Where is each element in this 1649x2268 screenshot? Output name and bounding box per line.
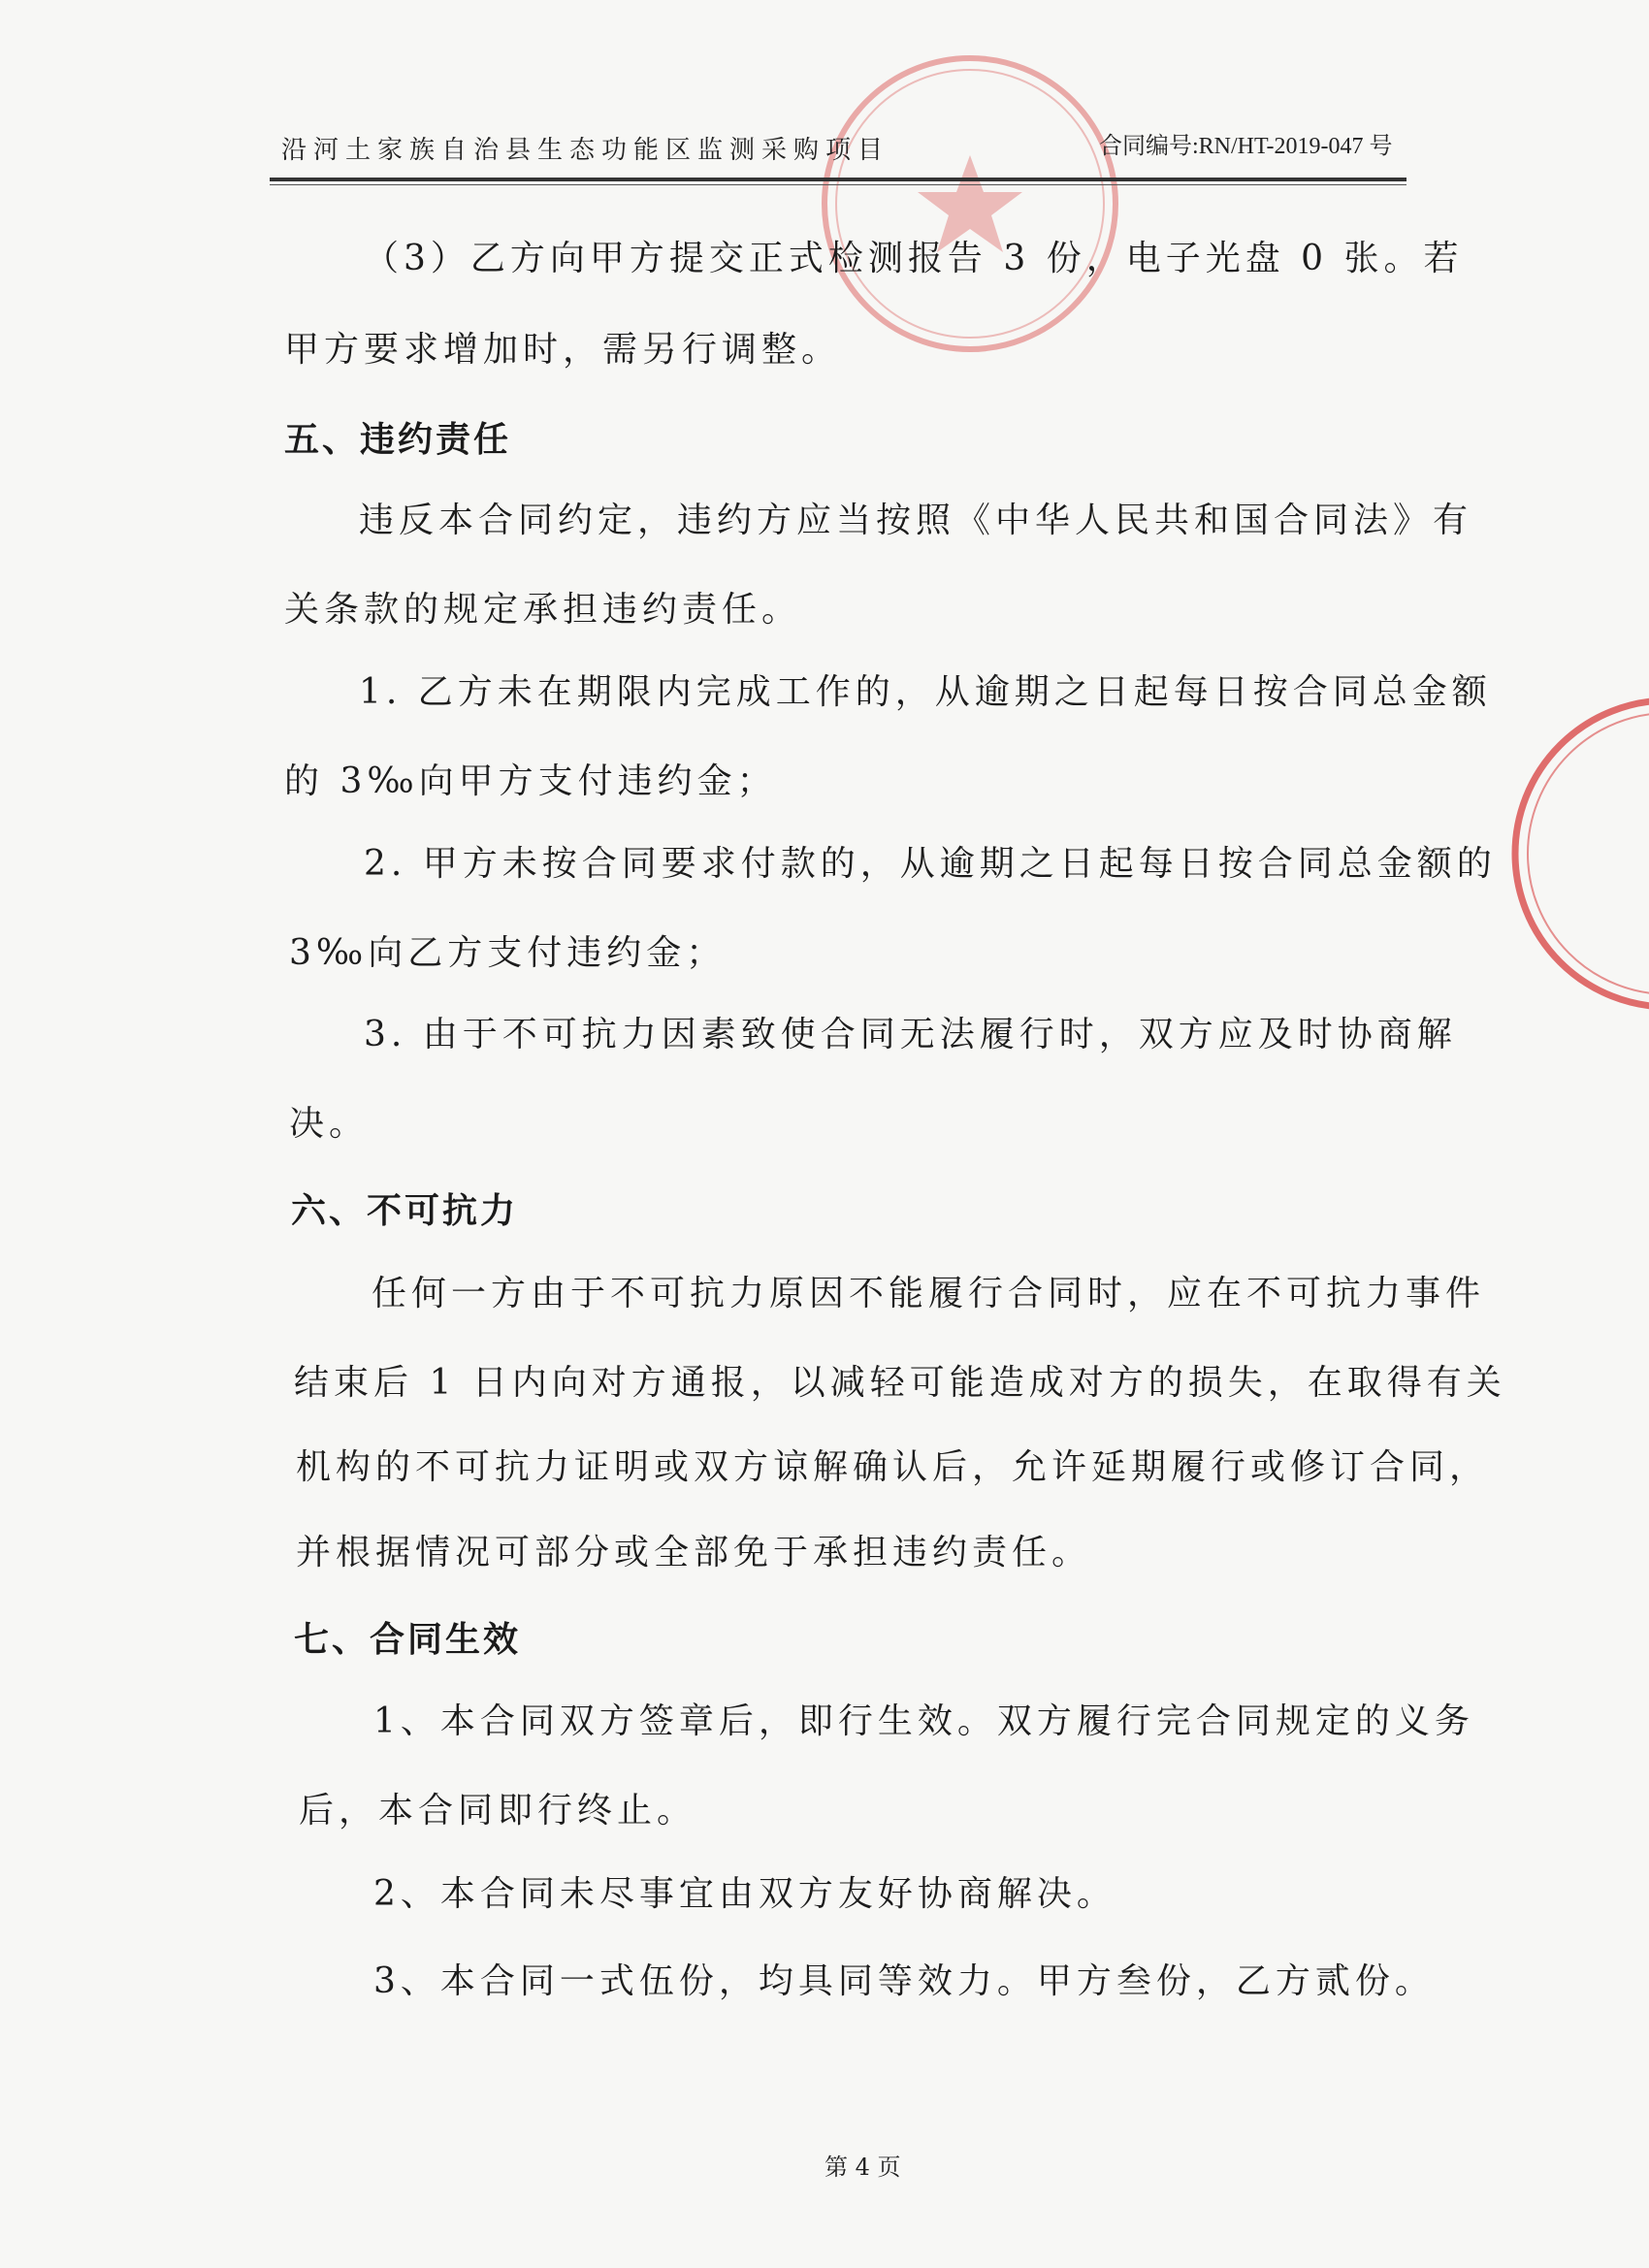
section5-p2-line1: 2. 甲方未按合同要求付款的，从逾期之日起每日按合同总金额的	[364, 844, 1497, 884]
section5-heading: 五、违约责任	[284, 420, 512, 460]
header-rule-thin	[270, 184, 1406, 185]
section7-p2: 2、本合同未尽事宜由双方友好协商解决。	[373, 1874, 1116, 1914]
header-rule	[270, 178, 1406, 181]
section5-intro-line2: 关条款的规定承担违约责任。	[284, 590, 802, 630]
section5-p1-line1: 1. 乙方未在期限内完成工作的，从逾期之日起每日按合同总金额	[359, 672, 1492, 712]
section5-intro-line1: 违反本合同约定，违约方应当按照《中华人民共和国合同法》有	[359, 501, 1473, 540]
page-number: 第 4 页	[824, 2154, 901, 2181]
section7-heading: 七、合同生效	[294, 1620, 522, 1660]
section6-line1: 任何一方由于不可抗力原因不能履行合同时，应在不可抗力事件	[372, 1274, 1486, 1313]
item3-line2: 甲方要求增加时，需另行调整。	[284, 330, 842, 370]
header-contract-number: 合同编号:RN/HT-2019-047 号	[1099, 134, 1393, 159]
section6-line4: 并根据情况可部分或全部免于承担违约责任。	[296, 1533, 1092, 1572]
header-project-title: 沿河土家族自治县生态功能区监测采购项目	[281, 136, 890, 165]
section6-line2: 结束后 1 日内向对方通报，以减轻可能造成对方的损失，在取得有关	[294, 1363, 1506, 1403]
section5-p2-line2: 3‰向乙方支付违约金；	[289, 933, 727, 973]
section5-p3-line2: 决。	[289, 1104, 370, 1144]
section7-p1-line1: 1、本合同双方签章后，即行生效。双方履行完合同规定的义务	[373, 1701, 1474, 1741]
official-seal-right	[1494, 679, 1649, 1028]
section6-heading: 六、不可抗力	[291, 1191, 519, 1231]
section7-p1-line2: 后，本合同即行终止。	[299, 1791, 697, 1831]
section6-line3: 机构的不可抗力证明或双方谅解确认后，允许延期履行或修订合同，	[296, 1447, 1490, 1487]
section5-p1-line2: 的 3‰向甲方支付违约金；	[284, 761, 777, 801]
official-seal-top	[795, 19, 1145, 388]
section7-p3: 3、本合同一式伍份，均具同等效力。甲方叁份，乙方贰份。	[373, 1961, 1435, 2001]
item3-line1: （3）乙方向甲方提交正式检测报告 3 份，电子光盘 0 张。若	[364, 239, 1464, 278]
section5-p3-line1: 3. 由于不可抗力因素致使合同无法履行时，双方应及时协商解	[364, 1015, 1457, 1054]
